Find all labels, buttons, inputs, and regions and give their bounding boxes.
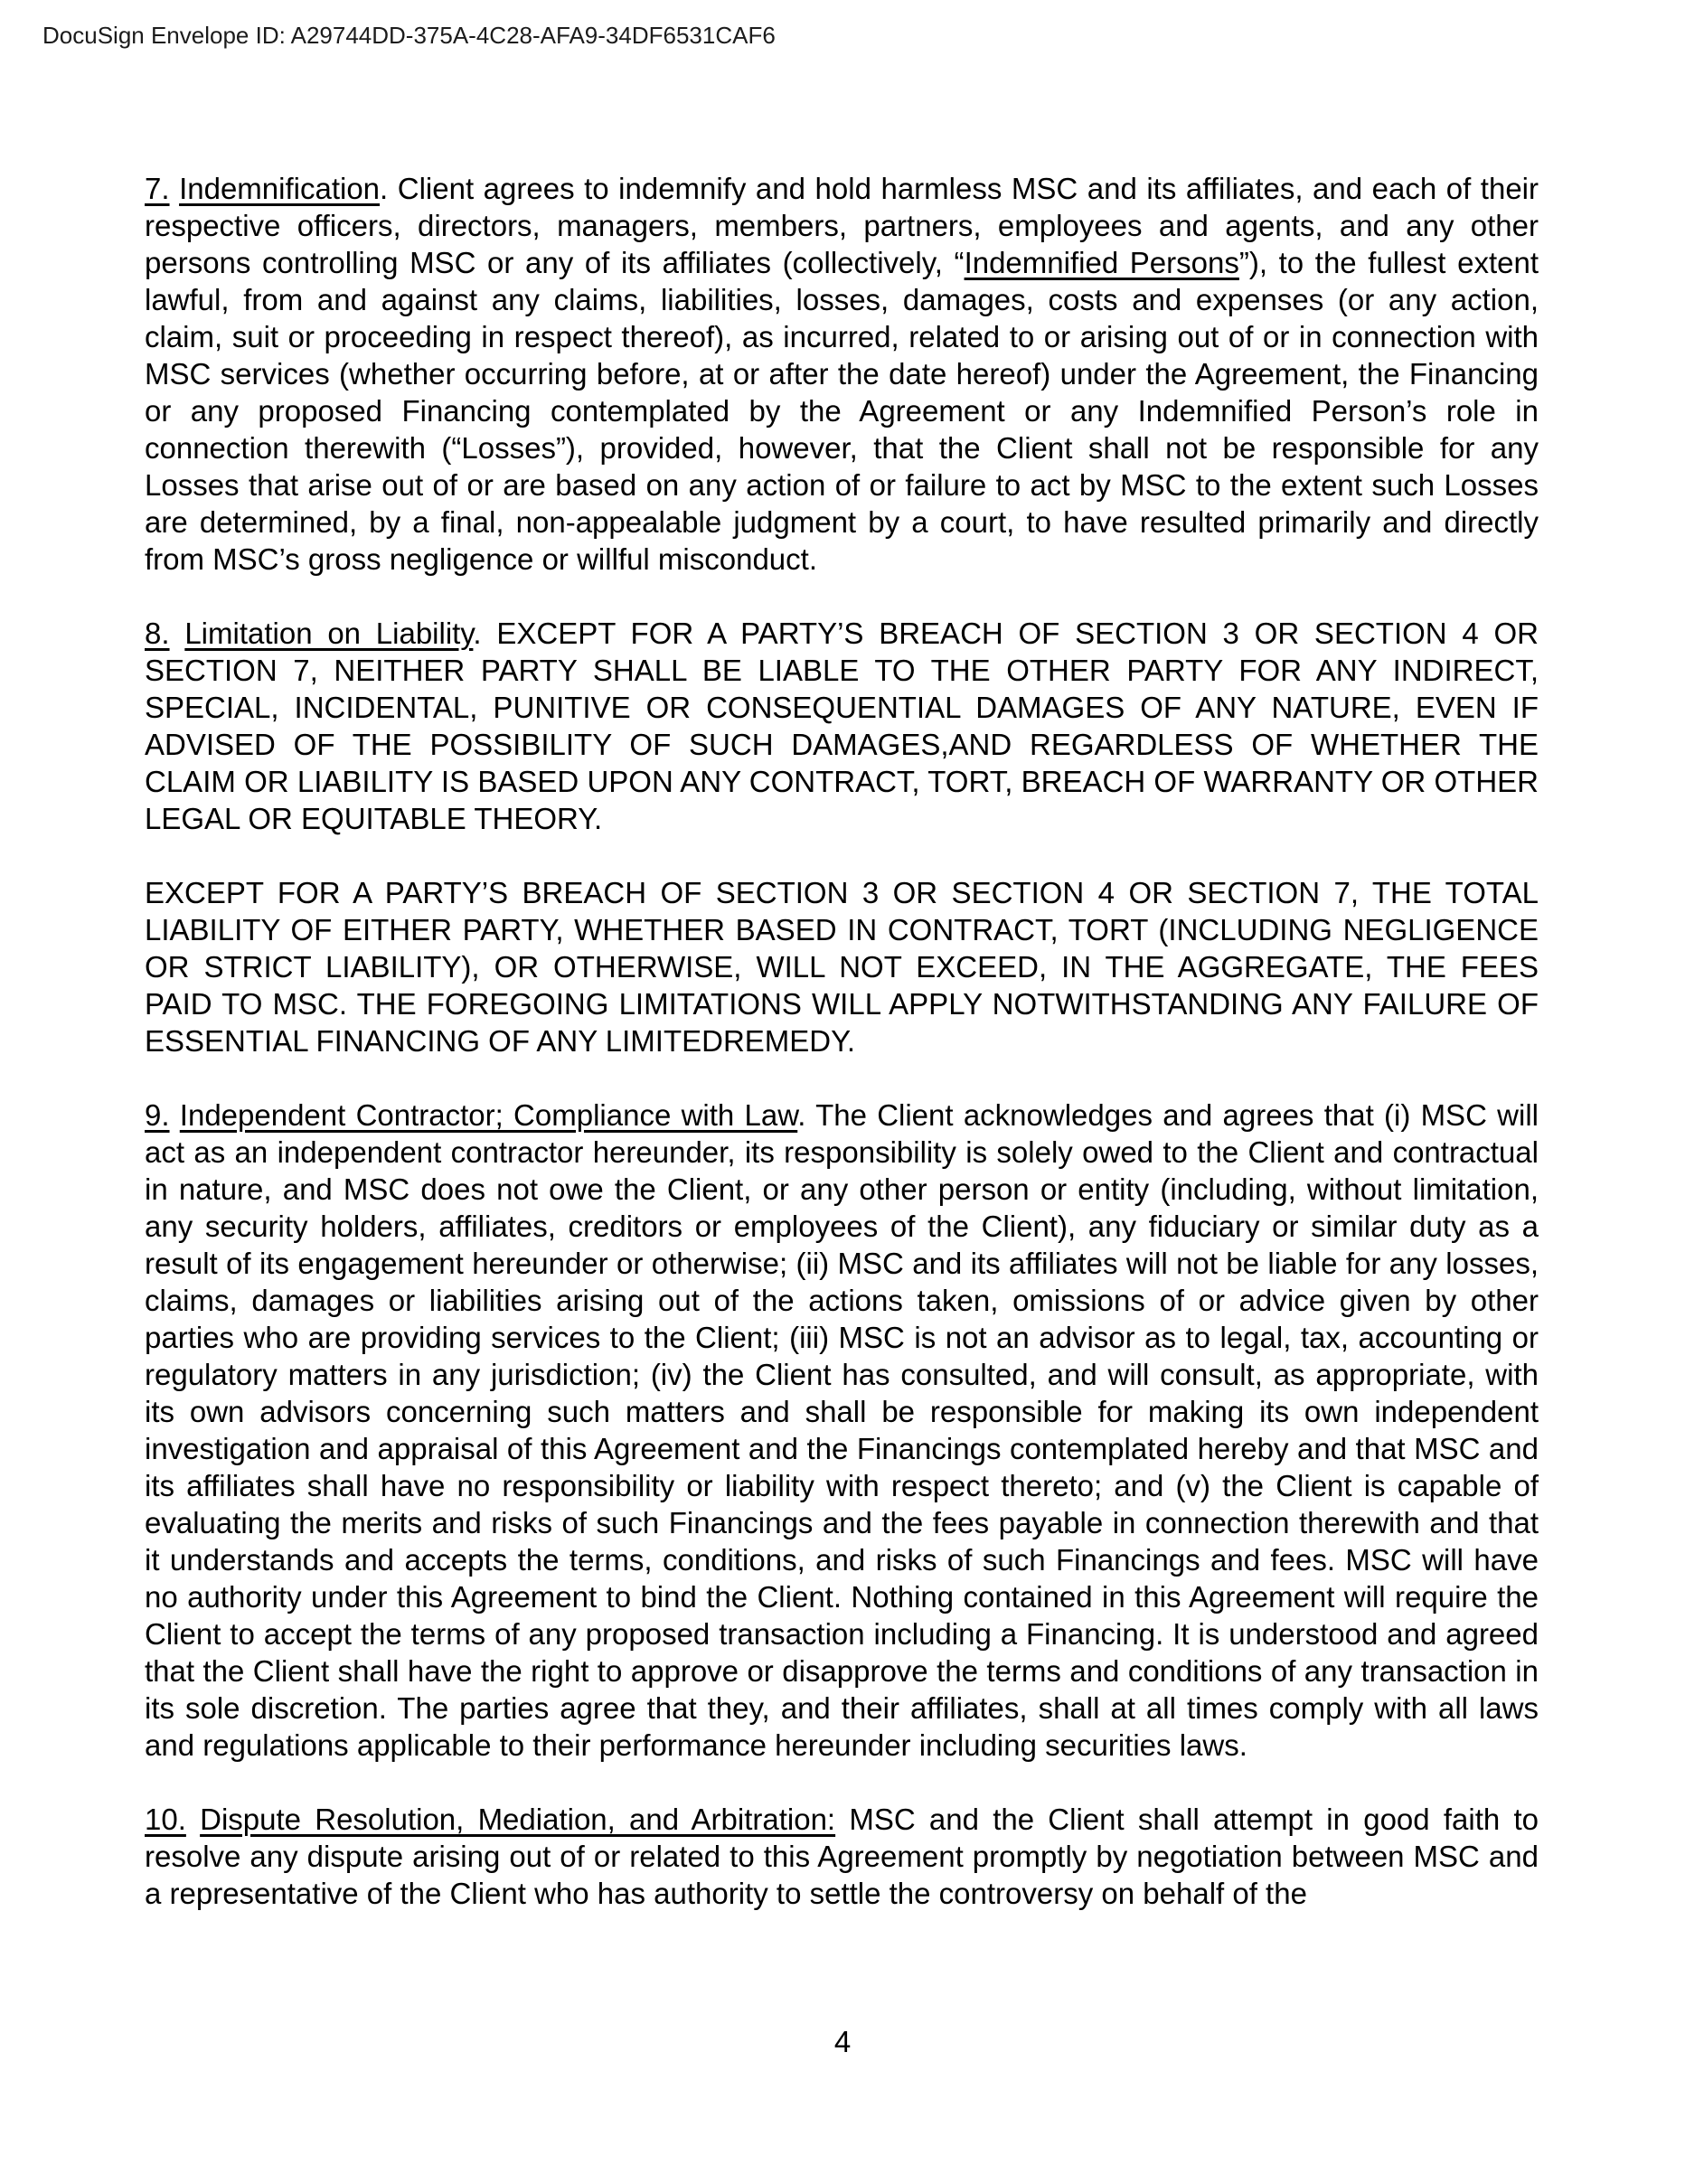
body-text [170, 617, 185, 650]
document-body [145, 170, 1539, 1949]
docusign-envelope-header: DocuSign Envelope ID: A29744DD-375A-4C28-AFA9-34DF6531CAF6 [42, 22, 776, 49]
underlined-text: Indemnification [179, 172, 381, 205]
underlined-text: Indemnified Persons [964, 246, 1239, 279]
underlined-text: 9. [145, 1098, 170, 1132]
underlined-text: Limitation on Liability [184, 617, 474, 650]
page-number: 4 [833, 2025, 852, 2058]
body-text [170, 172, 180, 205]
underlined-text: Dispute Resolution, Mediation, and Arbitration: [200, 1803, 836, 1836]
body-text: . EXCEPT FOR A PARTY’S BREACH OF SECTION 3 OR SECTION 4 OR SECTION 7, NEITHER PARTY SHALL BE LIABLE TO THE OTHER PARTY FOR ANY INDIRECT, SPECIAL, INCIDENTAL, PUNITIVE OR CONSEQUENTIAL DAMAGES OF ANY NATURE, EVEN IF ADVISED OF THE POSSIBILITY OF SUCH DAMAGES,AND REGARDLESS OF WHETHER THE CLAIM OR LIABILITY IS BASED UPON ANY CONTRACT, TORT, BREACH OF WARRANTY OR OTHER LEGAL OR EQUITABLE THEORY. [145, 617, 1539, 835]
body-text: EXCEPT FOR A PARTY’S BREACH OF SECTION 3 OR SECTION 4 OR SECTION 7, THE TOTAL LIABILITY OF EITHER PARTY, WHETHER BASED IN CONTRACT, TORT (INCLUDING NEGLIGENCE OR STRICT LIABILITY), OR OTHERWISE, WILL NOT EXCEED, IN THE AGGREGATE, THE FEES PAID TO MSC. THE FOREGOING LIMITATIONS WILL APPLY NOTWITHSTANDING ANY FAILURE OF ESSENTIAL FINANCING OF ANY LIMITEDREMEDY. [145, 876, 1539, 1058]
underlined-text: 7. [145, 172, 170, 205]
body-text [170, 1098, 180, 1132]
underlined-text: Independent Contractor; Compliance with Law [179, 1098, 798, 1132]
section-7-indemnification [145, 170, 1539, 578]
underlined-text: 8. [145, 617, 170, 650]
body-text: . Client agrees to indemnify and hold harmless MSC and its affiliates, and each of their respective officers, directors, managers, members, partners, employees and agents, and any other persons controlling MSC or any of its affiliates (collectively, “ [145, 172, 1539, 279]
section-8-limitation-on-liability [145, 615, 1539, 837]
body-text: ”), to the fullest extent lawful, from and against any claims, liabilities, losses, damages, costs and expenses (or any action, claim, suit or proceeding in respect thereof), as incurred, related to or arising out of or in connection with MSC services (whether occurring before, at or after the date hereof) under the Agreement, the Financing or any proposed Financing contemplated by the Agreement or any Indemnified Person’s role in connection therewith (“Losses”), provided, however, that the Client shall not be responsible for any Losses that arise out of or are based on any action of or failure to act by MSC to the extent such Losses are determined, by a final, non-appealable judgment by a court, to have resulted primarily and directly from MSC’s gross negligence or willful misconduct. [145, 246, 1539, 576]
section-10-dispute-resolution [145, 1801, 1539, 1912]
section-9-independent-contractor [145, 1097, 1539, 1764]
body-text [186, 1803, 200, 1836]
body-text: . The Client acknowledges and agrees that (i) MSC will act as an independent contractor hereunder, its responsibility is solely owed to the Client and contractual in nature, and MSC does not owe the Client, or any other person or entity (including, without limitation, any security holders, affiliates, creditors or employees of the Client), any fiduciary or similar duty as a result of its engagement hereunder or otherwise; (ii) MSC and its affiliates will not be liable for any losses, claims, damages or liabilities arising out of the actions taken, omissions of or advice given by other parties who are providing services to the Client; (iii) MSC is not an advisor as to legal, tax, accounting or regulatory matters in any jurisdiction; (iv) the Client has consulted, and will consult, as appropriate, with its own advisors concerning such matters and shall be responsible for making its own independent investigation and appraisal of this Agreement and the Financings contemplated hereby and that MSC and its affiliates shall have no responsibility or liability with respect thereto; and (v) the Client is capable of evaluating the merits and risks of such Financings and the fees payable in connection therewith and that it understands and accepts the terms, conditions, and risks of such Financings and fees. MSC will have no authority under this Agreement to bind the Client. Nothing contained in this Agreement will require the Client to accept the terms of any proposed transaction including a Financing. It is understood and agreed that the Client shall have the right to approve or disapprove the terms and conditions of any transaction in its sole discretion. The parties agree that they, and their affiliates, shall at all times comply with all laws and regulations applicable to their performance hereunder including securities laws. [145, 1098, 1539, 1762]
underlined-text: 10. [145, 1803, 186, 1836]
section-8-liability-cap [145, 874, 1539, 1059]
body-text: MSC and the Client shall attempt in good faith to resolve any dispute arising out of or related to this Agreement promptly by negotiation between MSC and a representative of the Client who has authority to settle the controversy on behalf of the [145, 1803, 1539, 1910]
